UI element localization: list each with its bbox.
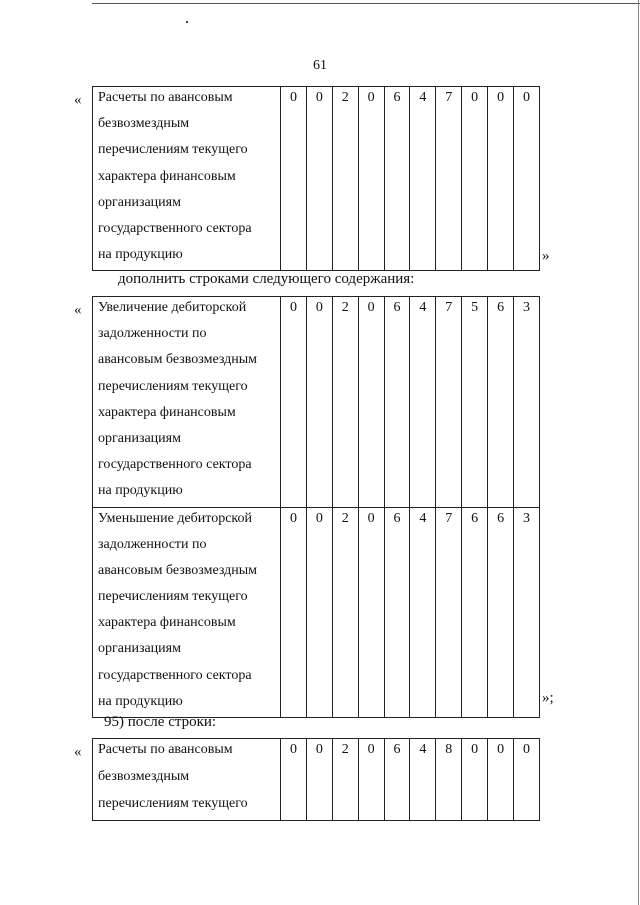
code-digit-cell: 4	[410, 507, 436, 718]
code-digit-cell: 0	[281, 739, 307, 821]
row-name-line: Расчеты по авансовым	[98, 742, 233, 757]
intro-text-2: 95) после строки:	[104, 714, 217, 730]
row-name-line: безвозмездным	[98, 769, 190, 784]
code-digit-cell: 0	[488, 87, 514, 271]
page-number: 61	[313, 58, 327, 73]
code-digit-cell: 8	[436, 739, 462, 821]
scan-speck	[186, 21, 188, 23]
code-digit-cell: 6	[384, 507, 410, 718]
row-name-line: организациям	[98, 641, 181, 657]
code-digit-cell: 6	[384, 297, 410, 508]
row-name-line: государственного сектора	[98, 667, 252, 683]
row-name-line: Увеличение дебиторской	[98, 300, 247, 315]
code-digit-cell: 7	[436, 297, 462, 508]
code-digit-cell: 0	[358, 507, 384, 718]
code-digit-cell: 5	[462, 297, 488, 508]
close-quote-2: »;	[542, 690, 554, 706]
row-name-line: на продукцию	[98, 693, 183, 709]
code-digit-cell: 2	[332, 297, 358, 508]
code-digit-cell: 7	[436, 87, 462, 271]
row-name-line: безвозмездным	[98, 116, 190, 132]
code-digit-cell: 3	[514, 507, 540, 718]
code-digit-cell: 0	[358, 739, 384, 821]
row-name-line: задолженности по	[98, 326, 207, 342]
code-table-3	[92, 738, 540, 821]
code-digit-cell: 0	[281, 507, 307, 718]
row-name-line: авансовым безвозмездным	[98, 562, 258, 578]
intro-text-1: дополнить строками следующего содержания:	[118, 271, 415, 287]
row-name-line: перечислениям текущего	[98, 378, 248, 394]
code-digit-cell: 4	[410, 87, 436, 271]
code-digit-cell: 2	[332, 87, 358, 271]
code-digit-cell: 0	[358, 87, 384, 271]
code-digit-cell: 0	[514, 739, 540, 821]
code-digit-cell: 0	[306, 739, 332, 821]
scan-edge-top	[92, 3, 640, 4]
table-row	[93, 507, 540, 718]
row-name-cell	[93, 87, 281, 271]
row-name-line: характера финансовым	[98, 168, 236, 184]
code-table-1	[92, 86, 540, 271]
row-name-cell	[93, 297, 281, 508]
close-quote-1: »	[542, 248, 550, 264]
code-digit-cell: 6	[488, 507, 514, 718]
row-name-line: на продукцию	[98, 247, 183, 263]
code-digit-cell: 0	[488, 739, 514, 821]
row-name-line: Уменьшение дебиторской	[98, 510, 253, 526]
table-row	[93, 297, 540, 508]
code-digit-cell: 6	[462, 507, 488, 718]
code-digit-cell: 0	[462, 87, 488, 271]
code-digit-cell: 3	[514, 297, 540, 508]
row-name-cell	[93, 739, 281, 821]
code-digit-cell: 2	[332, 739, 358, 821]
code-digit-cell: 0	[358, 297, 384, 508]
code-digit-cell: 4	[410, 739, 436, 821]
row-name-line: Расчеты по авансовым	[98, 90, 233, 105]
code-digit-cell: 0	[281, 87, 307, 271]
code-digit-cell: 4	[410, 297, 436, 508]
code-digit-cell: 6	[384, 739, 410, 821]
open-quote-1: «	[74, 92, 82, 108]
code-digit-cell: 0	[306, 507, 332, 718]
table-row	[93, 87, 540, 271]
code-digit-cell: 0	[514, 87, 540, 271]
code-digit-cell: 2	[332, 507, 358, 718]
row-name-line: организациям	[98, 194, 181, 210]
row-name-line: перечислениям текущего	[98, 142, 248, 158]
row-name-line: характера финансовым	[98, 615, 236, 631]
row-name-line: государственного сектора	[98, 457, 252, 473]
row-name-line: задолженности по	[98, 536, 207, 552]
table-row	[93, 739, 540, 821]
row-name-line: перечислениям текущего	[98, 589, 248, 605]
row-name-line: на продукцию	[98, 483, 183, 499]
code-digit-cell: 0	[306, 87, 332, 271]
code-digit-cell: 6	[488, 297, 514, 508]
row-name-line: авансовым безвозмездным	[98, 352, 258, 368]
row-name-line: государственного сектора	[98, 220, 252, 236]
code-digit-cell: 0	[306, 297, 332, 508]
row-name-cell	[93, 507, 281, 718]
row-name-line: перечислениям текущего	[98, 796, 248, 811]
row-name-line: организациям	[98, 430, 181, 446]
code-digit-cell: 7	[436, 507, 462, 718]
code-digit-cell: 6	[384, 87, 410, 271]
code-digit-cell: 0	[281, 297, 307, 508]
row-name-line: характера финансовым	[98, 404, 236, 420]
code-table-2	[92, 296, 540, 718]
open-quote-3: «	[74, 744, 82, 760]
scan-edge-right	[638, 0, 639, 905]
open-quote-2: «	[74, 302, 82, 318]
code-digit-cell: 0	[462, 739, 488, 821]
